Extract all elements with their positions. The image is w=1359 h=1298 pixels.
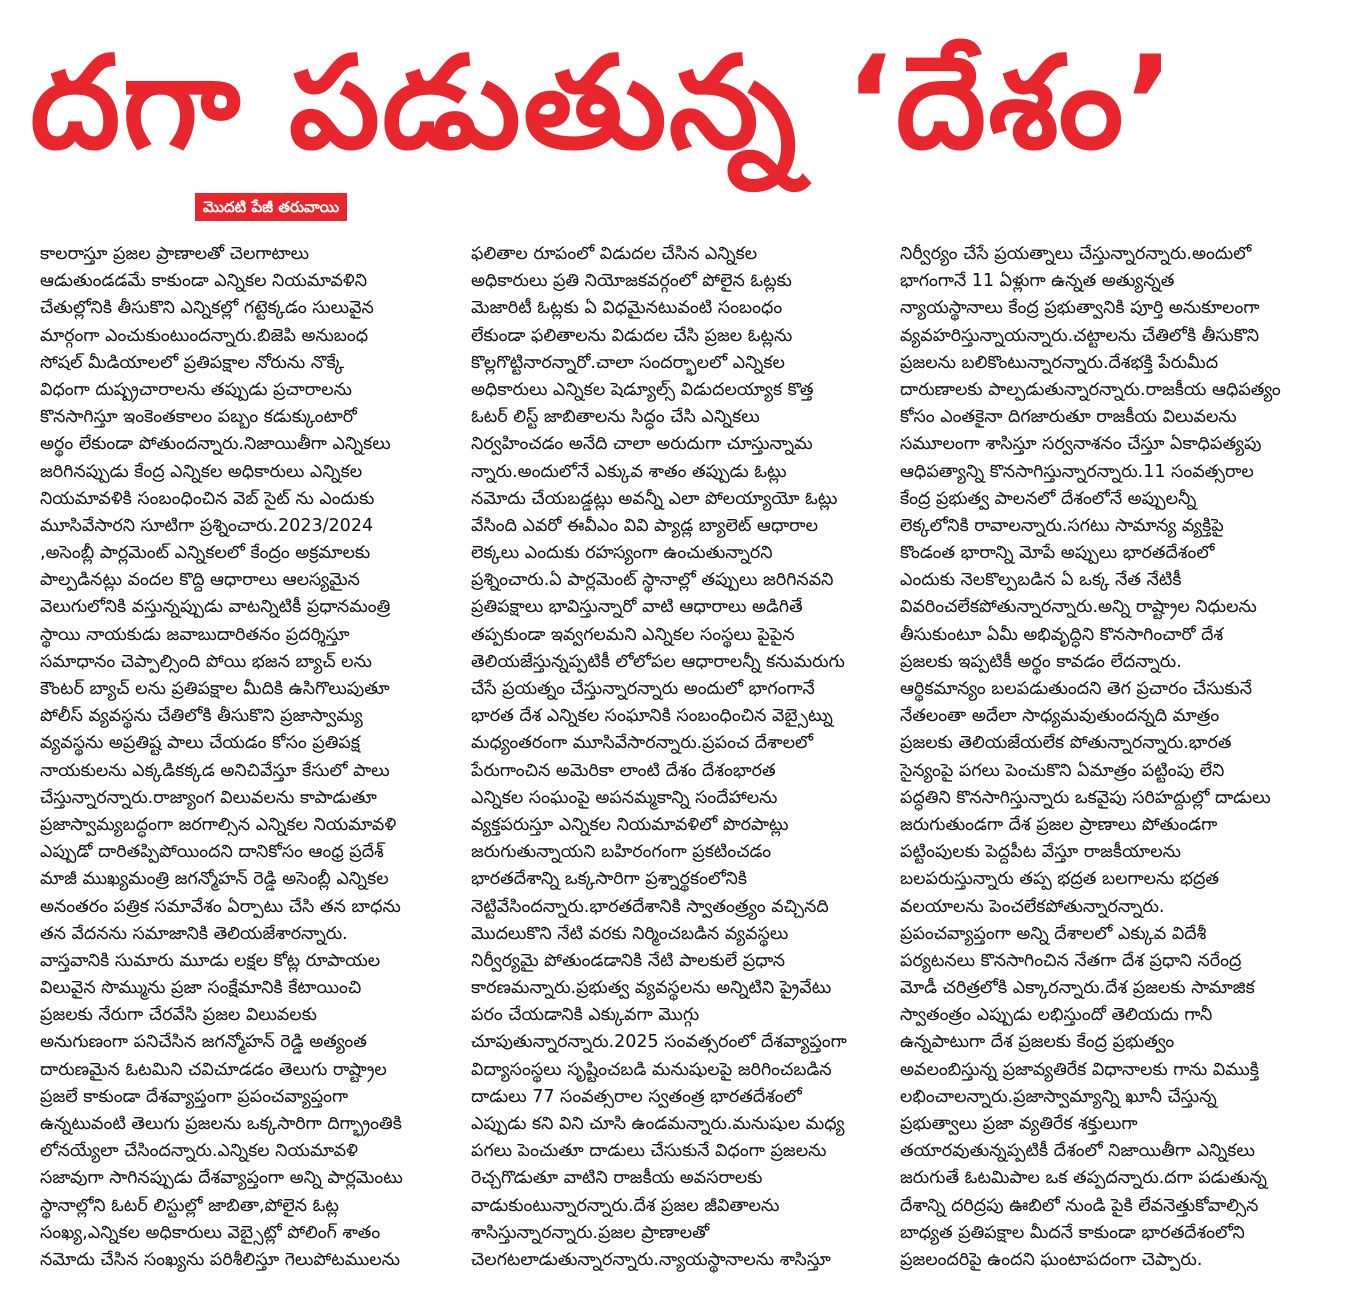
- article-text-line: నమోదు చేయబడ్డట్లు అవన్నీ ఎలా పోలయ్యాయో ఓట్లు: [471, 488, 838, 509]
- article-text-line: భాగంగానే 11 ఏళ్లుగా ఉన్నత అత్యున్నత: [900, 271, 1175, 292]
- article-text-line: మొదలుకొని నేటి వరకు నిర్మించబడిన వ్యవస్థలు: [471, 923, 789, 944]
- article-text-line: ఎందుకు నెలకొల్పబడిన ఏ ఒక్క నేత నేటికీ: [900, 570, 1182, 591]
- article-text-line: బాధ్యత ప్రతిపక్షాల మీదనే కాకుండా భారతదేశంలోని: [900, 1222, 1245, 1243]
- article-text-line: స్థానాల్లోని ఓటర్ లిస్టుల్లో జాబితా,పోలైన ఓట్ల: [40, 1195, 339, 1216]
- article-text-line: సజావుగా సాగినప్పుడు దేశవ్యాప్తంగా అన్ని పార్లమెంటు: [40, 1168, 403, 1189]
- article-text-line: సైన్యంపై పగలు పెంచుకొని ఏమాత్రం పట్టింపు లేని: [900, 760, 1225, 781]
- article-text-line: ప్రభుత్వాలు ప్రజా వ్యతిరేక శక్తులుగా: [900, 1114, 1138, 1134]
- article-text-line: నమోదు చేసిన సంఖ్యను పరిశీలిస్తూ గెలుపోటములను: [40, 1249, 401, 1270]
- article-text-line: నెట్టివేసిందన్నారు.భారతదేశానికి స్వాతంత్ర్యం వచ్చినది: [471, 896, 829, 917]
- article-text-line: వ్యక్తపరుస్తూ ఎన్నికల నియమావళిలో పొరపాట్లు: [471, 814, 789, 835]
- article-text-line: ఆర్థికమాన్యం బలపడుతుందని తెగ ప్రచారం చేసుకునే: [900, 679, 1253, 699]
- article-text-line: నియమావళికి సంబంధించిన వెబ్ సైట్ ను ఎందుకు: [40, 488, 375, 509]
- article-text-line: చేతుల్లోనికి తీసుకొని ఎన్నికల్లో గట్టెక్కడం సులువైన: [40, 298, 374, 319]
- article-text-line: లభించాలన్నారు.ప్రజాస్వామ్యాన్ని ఖూనీ చేస్తున్న: [900, 1086, 1217, 1107]
- article-text-line: నిర్వీర్యమై పోతుండడానికి నేటి పాలకులే ప్రధాన: [471, 950, 786, 971]
- article-text-line: ప్రజలకు నేరుగా చేరవేసి ప్రజల విలువలకు: [40, 1005, 317, 1026]
- article-text-line: దేశాన్ని దరిద్రపు ఊబిలో నుండి పైకి లేవనెత్తుకోవాల్సిన: [900, 1195, 1259, 1216]
- article-text-line: మాజీ ముఖ్యమంత్రి జగన్మోహన్ రెడ్డి అసెంబ్లీ ఎన్నికల: [40, 869, 389, 890]
- article-text-line: పేరుగాంచిన అమెరికా లాంటి దేశం దేశంభారత: [471, 760, 776, 781]
- article-text-line: కాలరాస్తూ ప్రజల ప్రాణాలతో చెలగాటాలు: [40, 244, 310, 264]
- article-text-line: పరం చేయడానికి ఎక్కువగా మొగ్గు: [471, 1005, 700, 1026]
- article-text-line: నేతలంతా అదేలా సాధ్యమవుతుందన్నది మాత్రం: [900, 706, 1220, 727]
- article-text-line: నాయకులను ఎక్కడికక్కడ అనిచివేస్తూ కేసులో పాలు: [40, 760, 390, 781]
- headline: దగా పడుతున్న ‘దేశం’: [30, 29, 1177, 178]
- article-text-line: వాస్తవానికి సుమారు మూడు లక్షల కోట్ల రూపాయల: [40, 950, 381, 971]
- article-text-line: కారణమన్నారు.ప్రభుత్వ వ్యవస్థలను అన్నిటిని ప్రైవేటు: [471, 978, 832, 999]
- article-text-line: నిర్వహించడం అనేది చాలా అరుదుగా చూస్తున్నామ: [471, 434, 813, 455]
- article-text-line: పద్ధతిని కొనసాగిస్తున్నారు ఒకవైపు సరిహద్దుల్లో దాడులు: [900, 787, 1271, 808]
- article-text-line: అవలంబిస్తున్న ప్రజావ్యతిరేక విధానాలకు గాను విముక్తి: [900, 1059, 1259, 1080]
- article-text-line: ప్రజలే కాకుండా దేశవ్యాప్తంగా ప్రపంచవ్యాప్తంగా: [40, 1086, 349, 1107]
- article-text-line: తన వేదనను సమాజానికి తెలియజేశారన్నారు.: [40, 923, 348, 944]
- article-text-line: ఎన్నికల సంఘంపై అపనమ్మకాన్ని సందేహాలను: [471, 787, 778, 808]
- article-text-line: చూపుతున్నారన్నారు.2025 సంవత్సరంలో దేశవ్యాప్తంగా: [471, 1032, 847, 1053]
- article-text-line: తయారవుతున్నప్పటికీ దేశంలో నిజాయితీగా ఎన్నికలు: [900, 1141, 1255, 1162]
- article-text-line: అర్థం లేకుండా పోతుందన్నారు.నిజాయితీగా ఎన్నికలు: [40, 434, 391, 455]
- article-text-line: వేసింది ఎవరో ఈవీఎం వివి ప్యాడ్ల బ్యాలెట్ ఆధారాల: [471, 515, 818, 536]
- article-column-2: [471, 241, 877, 1286]
- article-text-line: అధికారులు ఎన్నికల షెడ్యూల్స్ విడుదలయ్యాక కొత్త: [471, 379, 814, 400]
- article-text-line: ప్రజలకు ఇప్పటికీ అర్థం కావడం లేదన్నారు.: [900, 651, 1182, 672]
- article-text-line: ప్రజలకు తెలియజేయలేక పోతున్నారన్నారు.భారత: [900, 733, 1232, 754]
- article-text-line: కొండంత భారాన్ని మోపే అప్పులు భారతదేశంలో: [900, 543, 1215, 564]
- article-text-line: జరుగుతే ఓటమిపాల ఒక తప్పదన్నారు.దగా పడుతున్న: [900, 1168, 1267, 1189]
- article-text-line: ప్రజలను బలికొంటున్నారన్నారు.దేశభక్తి పేరుమీద: [900, 352, 1219, 373]
- article-text-line: మోడీ చరిత్రలోకి ఎక్కారన్నారు.దేశ ప్రజలకు సామాజిక: [900, 978, 1255, 999]
- article-text-line: కేంద్ర ప్రభుత్వ పాలనలో దేశంలోనే అప్పులన్నీ: [900, 488, 1197, 509]
- article-text-line: తప్పకుండా ఇవ్వగలమని ఎన్నికల సంస్థలు పైపైన: [471, 624, 795, 645]
- article-text-line: కౌంటర్ బ్యాచ్ లను ప్రతిపక్షాల మీదికి ఉసిగొలుపుతూ: [40, 679, 390, 699]
- article-text-line: వెలుగులోనికి వస్తున్నప్పుడు వాటన్నిటికీ ప్రధానమంత్రి: [40, 597, 391, 618]
- article-text-line: బలపరుస్తున్నారు తప్ప భద్రత బలగాలను భద్రత: [900, 869, 1219, 890]
- article-text-line: కోసం ఎంతకైనా దిగజారుతూ రాజకీయ విలువలను: [900, 407, 1237, 428]
- article-text-line: చెలగటలాడుతున్నారన్నారు.న్యాయస్థానాలను శాసిస్తూ: [471, 1249, 831, 1270]
- article-text-line: ఆడుతుండడమే కాకుండా ఎన్నికల నియమావళిని: [40, 271, 367, 292]
- article-text-line: విలువైన సొమ్మును ప్రజా సంక్షేమానికి కేటాయించి: [40, 978, 362, 999]
- article-text-line: ఓటర్ లిస్ట్ జాబితాలను సిద్ధం చేసి ఎన్నికలు: [471, 407, 760, 428]
- article-text-line: తీసుకుంటూ ఏమీ అభివృద్ధిని కొనసాగించారో దేశ: [900, 624, 1224, 645]
- article-text-line: కొల్లగొట్టినారన్నారో.చాలా సందర్భాలలో ఎన్నికల: [471, 352, 785, 373]
- article-text-line: వాడుకుంటున్నారన్నారు.దేశ ప్రజల జీవితాలను: [471, 1195, 780, 1216]
- article-text-line: సంఖ్య,ఎన్నికల అధికారులు వెబ్సైట్లో పోలింగ్ శాతం: [40, 1222, 381, 1243]
- article-text-line: మార్గంగా ఎంచుకుంటుందన్నారు.బిజెపి అనుబంధ: [40, 325, 369, 346]
- article-text-line: శాసిస్తున్నారన్నారు.ప్రజల ప్రాణాలతో: [471, 1222, 710, 1243]
- article-text-line: మెజారిటీ ఓట్లకు ఏ విధమైనటువంటి సంబంధం: [471, 298, 783, 319]
- article-text-line: న్యాయస్థానాలు కేంద్ర ప్రభుత్వానికి పూర్తి అనుకూలంగా: [900, 298, 1260, 319]
- article-text-line: దాడులు 77 సంవత్సరాల స్వతంత్ర భారతదేశంలో: [471, 1086, 802, 1107]
- article-text-line: ఆధిపత్యాన్ని కొనసాగిస్తున్నారన్నారు.11 సంవత్సరాల: [900, 461, 1254, 482]
- article-text-line: జరుగుతుండగా దేశ ప్రజల ప్రాణాలు పోతుండగా: [900, 814, 1218, 835]
- article-text-line: ,అసెంబ్లీ పార్లమెంట్ ఎన్నికలలో కేంద్రం అక్రమాలకు: [40, 543, 371, 564]
- article-text-line: మధ్యంతరంగా మూసివేసారన్నారు.ప్రపంచ దేశాలలో: [471, 733, 814, 754]
- article-text-line: భారత దేశ ఎన్నికల సంఘానికి సంబంధించిన వెబ్సైట్ను: [471, 706, 833, 727]
- article-text-line: వలయాలను పెంచలేకపోతున్నారన్నారు.: [900, 896, 1165, 917]
- article-text-line: లోనయ్యేలా చేసిందన్నారు.ఎన్నికల నియమావళి: [40, 1141, 358, 1162]
- article-text-line: లెక్కలు ఎందుకు రహస్యంగా ఉంచుతున్నారని: [471, 543, 773, 564]
- article-text-line: ఫలితాల రూపంలో విడుదల చేసిన ఎన్నికల: [471, 244, 758, 264]
- article-text-line: తెలియజేస్తున్నప్పటికీ లోలోపల ఆధారాలన్నీ కనుమరుగు: [471, 651, 845, 672]
- article-text-line: ప్రజాస్వామ్యబద్ధంగా జరగాల్సిన ఎన్నికల నియమావళి: [40, 814, 397, 835]
- article-text-line: ఎప్పుడో దారితప్పిపోయిందని దానికోసం ఆంధ్ర ప్రదేశ్: [40, 842, 384, 863]
- article-text-line: అధికారులు ప్రతి నియోజకవర్గంలో పోలైన ఓట్లకు: [471, 271, 792, 292]
- article-text-line: స్వాతంత్రం ఎప్పుడు లభిస్తుందో తెలియదు గానీ: [900, 1005, 1213, 1026]
- article-text-line: భారతదేశాన్ని ఒక్కసారిగా ప్రశ్నార్థకంలోనికి: [471, 869, 747, 890]
- article-text-line: న్నారు.అందులోనే ఎక్కువ శాతం తప్పుడు ఓట్లు: [471, 461, 787, 482]
- article-text-line: విద్యాసంస్థలు సృష్టించబడి మనుషులపై జరిగించబడిన: [471, 1059, 832, 1080]
- article-text-line: దారుణాలకు పాల్పడుతున్నారన్నారు.రాజకీయ ఆధిపత్యం: [900, 379, 1281, 400]
- article-text-line: ప్రజలందరిపై ఉందని ఘంటాపదంగా చెప్పారు.: [900, 1249, 1203, 1270]
- article-text-line: వివరించలేకపోతున్నారన్నారు.అన్ని రాష్ట్రాల నిధులను: [900, 597, 1257, 618]
- article-text-line: పగలు పెంచుతూ దాడులు చేసుకునే విధంగా ప్రజలను: [471, 1141, 827, 1162]
- article-column-1: [40, 241, 446, 1286]
- article-text-line: దారుణమైన ఓటమిని చవిచూడడం తెలుగు రాష్ట్రాల: [40, 1059, 387, 1080]
- article-text-line: ఎప్పుడు కని విని చూసి ఉండమన్నారు.మనుషుల మధ్య: [471, 1114, 845, 1134]
- article-text-line: వ్యవహరిస్తున్నాయన్నారు.చట్టాలను చేతిలోకి తీసుకొని: [900, 325, 1260, 346]
- article-text-line: ఉన్నటువంటి తెలుగు ప్రజలను ఒక్కసారిగా దిగ్భ్రాంతికి: [40, 1114, 402, 1134]
- article-text-line: నిర్వీర్యం చేసే ప్రయత్నాలు చేస్తున్నారన్నారు.అందులో: [900, 244, 1252, 264]
- article-text-line: అనుగుణంగా పనిచేసిన జగన్మోహన్ రెడ్డి అత్యంత: [40, 1032, 367, 1053]
- article-text-line: జరిగినప్పుడు కేంద్ర ఎన్నికల అధికారులు ఎన్నికల: [40, 461, 363, 482]
- article-text-line: పర్యటనలు కొనసాగించిన నేతగా దేశ ప్రధాని నరేంద్ర: [900, 950, 1242, 971]
- article-text-line: లెక్కలోనికి రావాలన్నారు.సగటు సామాన్య వ్యక్తిపై: [900, 515, 1224, 536]
- article-text-line: చేస్తున్నారన్నారు.రాజ్యాంగ విలువలను కాపాడుతూ: [40, 787, 377, 808]
- article-text-line: పోలీస్ వ్యవస్థను చేతిలోకి తీసుకొని ప్రజాస్వామ్య: [40, 706, 363, 727]
- article-text-line: ఉన్నపాటుగా దేశ ప్రజలకు కేంద్ర ప్రభుత్వం: [900, 1032, 1175, 1053]
- article-text-line: సమూలంగా శాసిస్తూ సర్వనాశనం చేస్తూ ఏకాధిపత్యపు: [900, 434, 1262, 455]
- article-text-line: జరుగుతున్నాయని బహిరంగంగా ప్రకటించడం: [471, 842, 772, 863]
- article-text-line: విధంగా దుష్ప్రచారాలను తప్పుడు ప్రచారాలను: [40, 379, 352, 400]
- article-text-line: పట్టింపులకు పెద్దపీట వేస్తూ రాజకీయాలను: [900, 842, 1181, 863]
- article-text-line: రెచ్చగొడుతూ వాటిని రాజకీయ అవసరాలకు: [471, 1168, 763, 1189]
- article-text-line: సమాధానం చెప్పాల్సింది పోయి భజన బ్యాచ్ లను: [40, 651, 372, 672]
- article-text-line: ప్రపంచవ్యాప్తంగా అన్ని దేశాలలో ఎక్కువ విదేశీ: [900, 923, 1207, 944]
- continued-from-front-page-tag: మొదటి పేజీ తరువాయి: [195, 193, 347, 221]
- article-text-line: అనంతరం పత్రిక సమావేశం ఏర్పాటు చేసి తన బాధను: [40, 896, 401, 917]
- article-text-line: స్థాయి నాయకుడు జవాబుదారితనం ప్రదర్శిస్తూ: [40, 624, 350, 645]
- article-text-line: సోషల్ మీడియాలలో ప్రతిపక్షాల నోరును నొక్కే: [40, 352, 345, 373]
- article-text-line: కొనసాగిస్తూ ఇంకెంతకాలం పబ్బం కడుక్కుంటారో: [40, 407, 357, 428]
- article-text-line: మూసివేసారని సూటిగా ప్రశ్నించారు.2023/2024: [40, 515, 374, 536]
- article-text-line: చేసే ప్రయత్నం చేస్తున్నారన్నారు అందులో భాగంగానే: [471, 679, 815, 699]
- article-text-line: వ్యవస్థను అప్రతిష్ట పాలు చేయడం కోసం ప్రతిపక్ష: [40, 733, 360, 754]
- article-text-line: ప్రశ్నించారు.ఏ పార్లమెంట్ స్థానాల్లో తప్పులు జరిగినవని: [471, 570, 834, 591]
- article-column-3: [900, 241, 1306, 1286]
- article-text-line: పాల్పడినట్లు వందల కొద్ది ఆధారాలు ఆలస్యమైన: [40, 570, 360, 591]
- article-text-line: లేకుండా ఫలితాలను విడుదల చేసి ప్రజల ఓట్లను: [471, 325, 793, 346]
- article-text-line: ప్రతిపక్షాలు భావిస్తున్నారో వాటి ఆధారాలు అడిగితే: [471, 597, 803, 618]
